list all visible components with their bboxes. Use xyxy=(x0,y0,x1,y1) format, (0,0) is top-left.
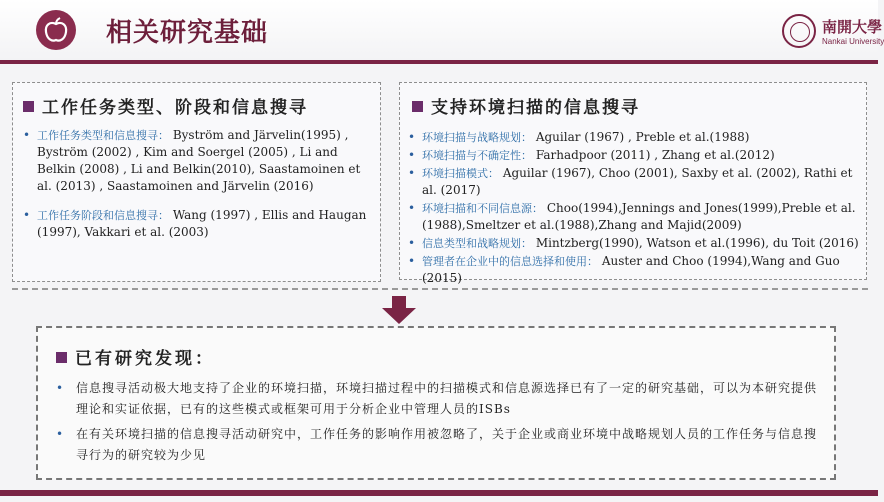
list-item: • 在有关环境扫描的信息搜寻活动研究中，工作任务的影响作用被忽略了，关于企业或商业环境中战略规划人员的工作任务与信息搜寻行为的研究较为少见 xyxy=(54,424,818,466)
environment-scanning-panel xyxy=(399,82,867,285)
list-item xyxy=(408,235,860,252)
apple-logo-icon xyxy=(36,10,76,50)
item-label: 环境扫描与战略规划： xyxy=(422,131,532,144)
environment-scanning-panel-title: 支持环境扫描的信息搜寻 xyxy=(412,93,640,118)
item-text: Wang (1997) , Ellis and Haugan (1997), Vakkari et al. (2003) xyxy=(37,208,367,239)
item-label: 环境扫描与不确定性： xyxy=(422,149,532,162)
item-text: Choo(1994),Jennings and Jones(1999),Preble et al.(1988),Smeltzer et al.(1988),Zhang and Majid(2009) xyxy=(422,201,856,232)
item-label: 信息类型和战略规划： xyxy=(422,237,532,250)
down-arrow-icon xyxy=(382,296,416,324)
header-divider xyxy=(0,60,878,64)
square-bullet-icon xyxy=(23,101,34,112)
findings-box xyxy=(36,326,836,480)
list-item xyxy=(408,129,860,146)
section-divider xyxy=(12,288,868,290)
item-label: 环境扫描模式： xyxy=(422,167,499,180)
page-title: 相关研究基础 xyxy=(106,18,269,48)
list-item xyxy=(408,253,860,287)
item-text: Aguilar (1967), Choo (2001), Saxby et al. (2002), Rathi et al. (2017) xyxy=(422,166,853,197)
work-task-panel xyxy=(12,82,381,282)
list-item xyxy=(408,200,860,234)
item-text: Byström and Järvelin(1995) , Byström (2002) , Kim and Soergel (2005) , Li and Belkin (2008) , Li and Belkin(2010), Saastamoinen et al. (2013) , Saastamoinen and Järvelin (2016) xyxy=(37,128,361,193)
university-name-en: Nankai University xyxy=(822,37,884,46)
list-item xyxy=(408,147,860,164)
list-item xyxy=(23,127,371,195)
footer-divider xyxy=(0,490,878,496)
item-label: 环境扫描和不同信息源： xyxy=(422,202,543,215)
square-bullet-icon xyxy=(412,101,423,112)
item-label: 工作任务类型和信息搜寻： xyxy=(37,129,169,142)
square-bullet-icon xyxy=(56,352,67,363)
list-item: • 信息搜寻活动极大地支持了企业的环境扫描，环境扫描过程中的扫描模式和信息源选择已有了一定的研究基础，可以为本研究提供理论和实证依据，已有的这些模式或框架可用于分析企业中管理人员的ISBs xyxy=(54,378,818,420)
item-label: 工作任务阶段和信息搜寻： xyxy=(37,209,169,222)
work-task-reference-list xyxy=(23,127,371,247)
item-label: 管理者在企业中的信息选择和使用： xyxy=(422,255,598,268)
university-seal-icon xyxy=(782,14,816,48)
slide-header xyxy=(0,0,884,60)
item-text: Aguilar (1967) , Preble et al.(1988) xyxy=(535,130,750,144)
list-item xyxy=(408,165,860,199)
findings-list xyxy=(54,378,818,470)
item-text: Farhadpoor (2011) , Zhang et al.(2012) xyxy=(535,148,775,162)
environment-scanning-reference-list xyxy=(408,129,860,288)
item-text: Auster and Choo (1994),Wang and Guo (2015) xyxy=(422,254,840,285)
findings-title: 已有研究发现： xyxy=(56,344,215,369)
list-item xyxy=(23,207,371,241)
work-task-panel-title: 工作任务类型、阶段和信息搜寻 xyxy=(23,93,308,118)
item-text: Mintzberg(1990), Watson et al.(1996), du Toit (2016) xyxy=(535,236,859,250)
university-name: 南開大學 xyxy=(822,18,883,36)
